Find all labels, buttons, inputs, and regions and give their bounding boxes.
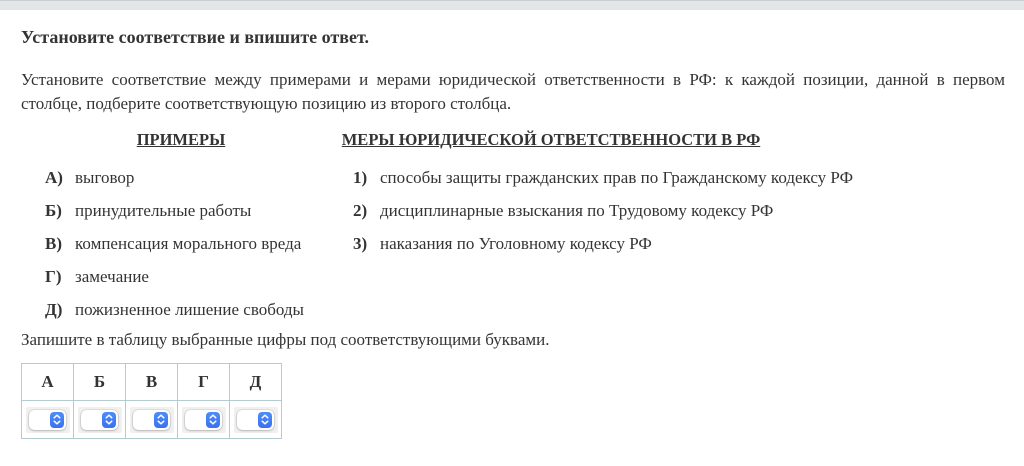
item-marker: 1): [353, 168, 368, 187]
item-text: дисциплинарные взыскания по Трудовому кодексу РФ: [380, 201, 774, 220]
item-marker: 3): [353, 234, 368, 253]
measure-item-1: [341, 161, 854, 194]
answer-table: [21, 363, 282, 439]
answer-cell-b: [74, 401, 126, 439]
item-marker: Д): [45, 300, 63, 319]
example-item-a: [21, 161, 341, 194]
example-item-d: [21, 293, 341, 326]
answer-column-header-b: Б: [74, 364, 126, 401]
select-value-b: [81, 410, 118, 430]
item-marker: Г): [45, 267, 62, 286]
task-content: [0, 27, 1024, 439]
select-value-a: [29, 410, 66, 430]
measures-column: [341, 130, 854, 326]
item-text: способы защиты гражданских прав по Гражданскому кодексу РФ: [380, 168, 854, 187]
item-text: наказания по Уголовному кодексу РФ: [380, 234, 652, 253]
measure-item-2: [341, 194, 774, 227]
answer-select-d[interactable]: [234, 407, 278, 433]
up-down-chevron-icon: [154, 412, 168, 428]
answer-instruction: Запишите в таблицу выбранные цифры под соответствующими буквами.: [21, 330, 550, 349]
answer-column-header-g: Г: [178, 364, 230, 401]
item-marker: В): [45, 234, 62, 253]
answer-column-header-v: В: [126, 364, 178, 401]
answer-cell-g: [178, 401, 230, 439]
item-text: пожизненное лишение свободы: [75, 300, 304, 319]
answer-cell-a: [22, 401, 74, 439]
select-value-d: [237, 410, 274, 430]
answer-header-row: [22, 364, 282, 401]
task-title: Установите соответствие и впишите ответ.: [21, 27, 369, 47]
item-marker: Б): [45, 201, 62, 220]
item-marker: 2): [353, 201, 368, 220]
answer-cell-d: [230, 401, 282, 439]
item-text: выговор: [75, 168, 135, 187]
answer-select-v[interactable]: [130, 407, 174, 433]
up-down-chevron-icon: [258, 412, 272, 428]
up-down-chevron-icon: [50, 412, 64, 428]
up-down-chevron-icon: [206, 412, 220, 428]
measure-item-3: [341, 227, 761, 260]
answer-column-header-d: Д: [230, 364, 282, 401]
answer-select-b[interactable]: [78, 407, 122, 433]
item-text: принудительные работы: [75, 201, 252, 220]
answer-input-row: [22, 401, 282, 439]
measures-column-header: МЕРЫ ЮРИДИЧЕСКОЙ ОТВЕТСТВЕННОСТИ В РФ: [341, 130, 761, 149]
item-text: замечание: [75, 267, 149, 286]
examples-column-header: ПРИМЕРЫ: [136, 130, 226, 149]
task-description: Установите соответствие между примерами и мерами юридической ответственности в РФ: к каждой позиции, данной в первом столбце, подберите соответствующую позицию из второго столбца.: [21, 70, 1005, 113]
item-text: компенсация морального вреда: [75, 234, 302, 253]
answer-cell-v: [126, 401, 178, 439]
example-item-v: [21, 227, 341, 260]
example-item-b: [21, 194, 341, 227]
answer-select-g[interactable]: [182, 407, 226, 433]
top-strip: [0, 0, 1024, 10]
item-marker: А): [45, 168, 63, 187]
answer-column-header-a: А: [22, 364, 74, 401]
answer-select-a[interactable]: [26, 407, 70, 433]
matching-section: [21, 130, 1005, 326]
example-item-g: [21, 260, 341, 293]
up-down-chevron-icon: [102, 412, 116, 428]
examples-column: [21, 130, 341, 326]
select-value-v: [133, 410, 170, 430]
select-value-g: [185, 410, 222, 430]
